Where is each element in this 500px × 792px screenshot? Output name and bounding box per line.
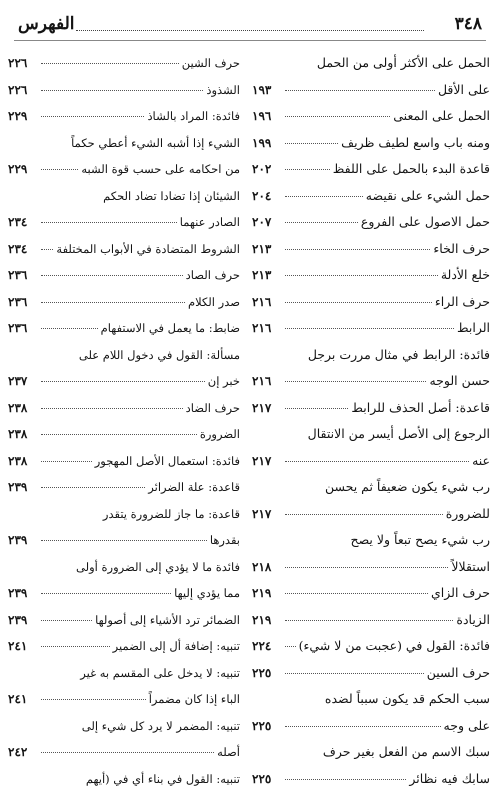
- index-entry: [252, 209, 490, 236]
- entry-page-number: ٢١٦: [252, 289, 282, 316]
- leader-dots: [41, 752, 214, 753]
- index-entry: [8, 474, 240, 501]
- index-entry: [8, 580, 240, 607]
- index-entry: [8, 77, 240, 104]
- entry-text: الضرورة: [200, 421, 240, 448]
- entry-page-number: ٢٢٦: [8, 77, 38, 104]
- index-entry: [8, 501, 240, 528]
- entry-text: حرف الزاي: [431, 580, 490, 607]
- leader-dots: [285, 593, 428, 594]
- entry-page-number: ٢٣٨: [8, 395, 38, 422]
- entry-text: الرجوع إلى الأصل أيسر من الانتقال: [308, 421, 490, 448]
- entry-page-number: ٢٠٧: [252, 209, 282, 236]
- index-entry: [8, 50, 240, 77]
- leader-dots: [41, 90, 203, 91]
- index-entry: [252, 156, 490, 183]
- entry-text: فائدة ما لا يؤدي إلى الضرورة أولى: [76, 554, 240, 581]
- entry-text: قاعدة: أصل الحذف للرابط: [351, 395, 490, 422]
- leader-dots: [285, 567, 448, 568]
- index-entry: [8, 236, 240, 263]
- leader-dots: [41, 275, 183, 276]
- index-entry: [252, 474, 490, 501]
- index-entry: [252, 713, 490, 740]
- entry-text: قاعدة: علة الضرائر: [148, 474, 240, 501]
- leader-dots: [285, 408, 348, 409]
- index-entry: [8, 554, 240, 581]
- entry-page-number: ٢٢٤: [252, 633, 282, 660]
- index-entry: [252, 236, 490, 263]
- leader-dots: [41, 699, 146, 700]
- index-entry: [8, 103, 240, 130]
- entry-text: خبر إن: [208, 368, 240, 395]
- leader-dots: [41, 222, 177, 223]
- index-entry: [252, 766, 490, 792]
- index-entry: [8, 633, 240, 660]
- entry-page-number: ٢٤١: [8, 633, 38, 660]
- entry-text: الشيئان إذا تضادا تضاد الحكم: [103, 183, 240, 210]
- page-title: الفهرس: [18, 14, 74, 34]
- entry-page-number: ٢٣٦: [8, 315, 38, 342]
- entry-page-number: ٢٣٧: [8, 368, 38, 395]
- index-entry: [252, 448, 490, 475]
- entry-page-number: ٢٣٩: [8, 474, 38, 501]
- entry-text: مسألة: القول في دخول اللام على: [79, 342, 240, 369]
- leader-dots: [41, 302, 185, 303]
- entry-text: الرابط: [457, 315, 490, 342]
- entry-text: عنه: [472, 448, 490, 475]
- index-entry: [8, 739, 240, 766]
- index-entry: [252, 368, 490, 395]
- leader-dots: [285, 275, 438, 276]
- entry-text: الصادر عنهما: [180, 209, 240, 236]
- index-entry: [8, 130, 240, 157]
- entry-page-number: ٢٣٩: [8, 580, 38, 607]
- leader-dots: [285, 222, 358, 223]
- entry-text: حسن الوجه: [429, 368, 490, 395]
- index-entry: [252, 50, 490, 77]
- entry-text: تنبيه: القول في بناء أي في (أيهم: [86, 766, 240, 792]
- index-entry: [252, 262, 490, 289]
- entry-text: من احكامه على حسب قوة الشبه: [81, 156, 240, 183]
- leader-dots: [285, 249, 430, 250]
- index-entry: [252, 289, 490, 316]
- entry-text: الشيء إذا أشبه الشيء أعطي حكماً: [71, 130, 240, 157]
- index-entry: [252, 342, 490, 369]
- index-entry: [8, 713, 240, 740]
- index-entry: [252, 660, 490, 687]
- entry-text: حرف الضاد: [186, 395, 240, 422]
- index-entry: [8, 289, 240, 316]
- leader-dots: [285, 514, 443, 515]
- entry-page-number: ٢٣٩: [8, 527, 38, 554]
- entry-text: حمل الاصول على الفروع: [361, 209, 490, 236]
- entry-text: الحمل على المعنى: [393, 103, 490, 130]
- entry-page-number: ٢٠٤: [252, 183, 282, 210]
- index-entry: [8, 527, 240, 554]
- entry-text: حمل الشيء على نقيضه: [366, 183, 490, 210]
- index-column-left: [8, 50, 240, 792]
- entry-page-number: ٢٢٥: [252, 766, 282, 792]
- header-dotted-rule: [76, 30, 424, 31]
- entry-text: فائدة: القول في (عجبت من لا شيء): [299, 633, 490, 660]
- entry-page-number: ١٩٦: [252, 103, 282, 130]
- entry-page-number: ٢٢٥: [252, 713, 282, 740]
- entry-page-number: ٢٣٤: [8, 209, 38, 236]
- entry-text: للضرورة: [446, 501, 490, 528]
- entry-page-number: ٢١٧: [252, 395, 282, 422]
- leader-dots: [41, 169, 78, 170]
- entry-text: فائدة: الرابط في مثال مررت برجل: [308, 342, 490, 369]
- entry-page-number: ٢٢٦: [8, 50, 38, 77]
- index-entry: [252, 633, 490, 660]
- index-entry: [8, 686, 240, 713]
- entry-page-number: ٢١٣: [252, 262, 282, 289]
- entry-page-number: ٢٣٨: [8, 421, 38, 448]
- entry-text: على الأقل: [438, 77, 490, 104]
- leader-dots: [285, 779, 406, 780]
- entry-text: الضمائر ترد الأشياء إلى أصولها: [95, 607, 240, 634]
- leader-dots: [285, 620, 453, 621]
- entry-text: أصله: [217, 739, 240, 766]
- page-number: ٣٤٨: [455, 14, 482, 34]
- entry-text: صدر الكلام: [188, 289, 240, 316]
- index-entry: [8, 421, 240, 448]
- index-entry: [8, 448, 240, 475]
- leader-dots: [41, 328, 98, 329]
- entry-text: الزيادة: [456, 607, 490, 634]
- entry-text: تنبيه: إضافة أل إلى الضمير: [113, 633, 240, 660]
- entry-text: الباء إذا كان مضمراً: [149, 686, 240, 713]
- index-entry: [252, 395, 490, 422]
- index-entry: [8, 368, 240, 395]
- entry-text: رب شيء يصح تبعاً ولا يصح: [351, 527, 490, 554]
- index-entry: [252, 739, 490, 766]
- entry-page-number: ٢١٦: [252, 368, 282, 395]
- leader-dots: [41, 63, 179, 64]
- leader-dots: [285, 302, 432, 303]
- header-divider: [14, 40, 486, 41]
- index-entry: [252, 103, 490, 130]
- leader-dots: [285, 169, 330, 170]
- leader-dots: [41, 646, 110, 647]
- index-entry: [8, 156, 240, 183]
- index-entry: [8, 607, 240, 634]
- entry-text: خلع الأدلة: [441, 262, 490, 289]
- page-header: [14, 10, 486, 40]
- entry-page-number: ٢٢٩: [8, 156, 38, 183]
- index-column-right: [252, 50, 490, 792]
- index-entry: [8, 342, 240, 369]
- entry-page-number: ٢٢٩: [8, 103, 38, 130]
- entry-page-number: ٢١٦: [252, 315, 282, 342]
- entry-page-number: ٢١٨: [252, 554, 282, 581]
- entry-page-number: ٢٣٦: [8, 262, 38, 289]
- leader-dots: [41, 434, 197, 435]
- entry-text: حرف الخاء: [433, 236, 490, 263]
- leader-dots: [41, 249, 53, 250]
- leader-dots: [41, 461, 92, 462]
- entry-text: فائدة: المراد بالشاذ: [147, 103, 240, 130]
- leader-dots: [285, 673, 424, 674]
- entry-text: ومنه باب واسع لطيف ظريف: [341, 130, 490, 157]
- index-entry: [252, 421, 490, 448]
- leader-dots: [285, 646, 296, 647]
- leader-dots: [41, 116, 144, 117]
- entry-text: قاعدة: ما جاز للضرورة يتقدر: [103, 501, 240, 528]
- entry-page-number: ١٩٩: [252, 130, 282, 157]
- index-entry: [252, 580, 490, 607]
- leader-dots: [285, 196, 363, 197]
- leader-dots: [285, 726, 441, 727]
- entry-page-number: ٢١٧: [252, 501, 282, 528]
- entry-page-number: ٢٣٩: [8, 607, 38, 634]
- index-entry: [8, 766, 240, 792]
- index-entry: [252, 130, 490, 157]
- entry-text: سبك الاسم من الفعل بغير حرف: [323, 739, 490, 766]
- leader-dots: [41, 593, 171, 594]
- entry-page-number: ٢١٧: [252, 448, 282, 475]
- entry-text: قاعدة البدء بالحمل على اللفظ: [333, 156, 490, 183]
- index-entry: [8, 262, 240, 289]
- index-entry: [8, 660, 240, 687]
- leader-dots: [41, 487, 145, 488]
- entry-page-number: ٢١٣: [252, 236, 282, 263]
- index-entry: [252, 686, 490, 713]
- entry-page-number: ٢٠٢: [252, 156, 282, 183]
- leader-dots: [41, 620, 92, 621]
- index-entry: [252, 607, 490, 634]
- entry-text: رب شيء يكون ضعيفاً ثم يحسن: [325, 474, 490, 501]
- leader-dots: [41, 408, 183, 409]
- entry-text: حرف الصاد: [186, 262, 240, 289]
- entry-page-number: ٢٢٥: [252, 660, 282, 687]
- leader-dots: [285, 143, 338, 144]
- entry-text: تنبيه: لا يدخل على المقسم به غير: [80, 660, 240, 687]
- index-entry: [8, 183, 240, 210]
- entry-page-number: ٢١٩: [252, 580, 282, 607]
- index-entry: [8, 315, 240, 342]
- index-entry: [252, 315, 490, 342]
- entry-text: الحمل على الأكثر أولى من الحمل: [317, 50, 490, 77]
- leader-dots: [285, 328, 454, 329]
- entry-text: حرف الراء: [435, 289, 490, 316]
- index-entry: [8, 395, 240, 422]
- leader-dots: [285, 116, 390, 117]
- leader-dots: [41, 540, 207, 541]
- index-entry: [252, 554, 490, 581]
- leader-dots: [285, 461, 469, 462]
- index-entry: [252, 77, 490, 104]
- entry-page-number: ٢١٩: [252, 607, 282, 634]
- index-entry: [252, 501, 490, 528]
- entry-text: فائدة: استعمال الأصل المهجور: [95, 448, 240, 475]
- entry-page-number: ٢٣٤: [8, 236, 38, 263]
- entry-text: حرف الشين: [182, 50, 240, 77]
- leader-dots: [285, 90, 435, 91]
- entry-page-number: ٢٣٨: [8, 448, 38, 475]
- entry-text: تنبيه: المضمر لا يرد كل شيء إلى: [82, 713, 240, 740]
- entry-page-number: ٢٤٢: [8, 739, 38, 766]
- index-entry: [8, 209, 240, 236]
- entry-text: الشذوذ: [206, 77, 240, 104]
- entry-text: على وجه: [444, 713, 490, 740]
- index-entry: [252, 527, 490, 554]
- entry-text: حرف السين: [427, 660, 490, 687]
- index-entry: [252, 183, 490, 210]
- entry-text: سبب الحكم قد يكون سبباً لضده: [325, 686, 490, 713]
- entry-text: الشروط المتضادة في الأبواب المختلفة: [56, 236, 240, 263]
- leader-dots: [285, 381, 426, 382]
- entry-text: مما يؤدي إليها: [174, 580, 240, 607]
- leader-dots: [41, 381, 205, 382]
- entry-page-number: ١٩٣: [252, 77, 282, 104]
- entry-text: ضابط: ما يعمل في الاستفهام: [101, 315, 240, 342]
- entry-text: سابك فيه نظائر: [409, 766, 490, 792]
- entry-text: بقدرها: [210, 527, 240, 554]
- entry-text: استقلالاً: [451, 554, 490, 581]
- entry-page-number: ٢٣٦: [8, 289, 38, 316]
- entry-page-number: ٢٤١: [8, 686, 38, 713]
